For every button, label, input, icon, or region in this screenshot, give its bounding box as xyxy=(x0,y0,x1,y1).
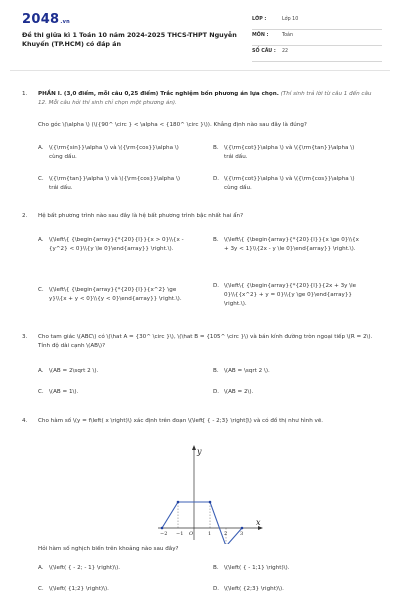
question-stem: Cho hàm số \(y = f\left( x \right)\) xác định trên đoạn \(\left[ { - 2;3} \right]\) và có đồ thị như hình vẽ. xyxy=(38,418,324,424)
option-text: \({\rm{tan}}\alpha \) và \({\rm{cos}}\alpha \) trái dấu. xyxy=(49,176,181,191)
option-label: B. xyxy=(213,565,219,571)
curve-points xyxy=(161,501,244,544)
question-number: 1. xyxy=(22,91,28,97)
option-text: \({\rm{sin}}\alpha \) và \({\rm{cos}}\alpha \) cùng dấu. xyxy=(49,145,179,160)
document-title: Đề thi giữa kì 1 Toán 10 năm 2024-2025 THCS-THPT Nguyễn Khuyến (TP.HCM) có đáp án xyxy=(22,31,237,48)
section-intro xyxy=(38,90,382,108)
option-label: A. xyxy=(38,237,44,243)
function-curve xyxy=(162,502,242,544)
curve-point xyxy=(161,527,164,530)
x-tick-label: 2 xyxy=(224,531,228,537)
option-text: \(AB = 1\). xyxy=(49,389,79,395)
question-number: 3. xyxy=(22,334,28,340)
option-label: B. xyxy=(213,237,219,243)
option-text: \({\rm{cot}}\alpha \) và \({\rm{cos}}\alpha \) cùng dấu. xyxy=(224,176,355,191)
x-tick-label: 1 xyxy=(208,531,212,537)
section-heading: PHẦN I. (3,0 điểm, mỗi câu 0,25 điểm) Trắc nghiệm bốn phương án lựa chọn. xyxy=(38,91,279,97)
option-text: \(AB = 2\). xyxy=(224,389,254,395)
info-row-subject xyxy=(252,30,382,46)
info-label: SỐ CÂU : xyxy=(252,49,276,54)
curve-point xyxy=(209,501,212,504)
info-value: Lớp 10 xyxy=(282,17,299,22)
x-tick-label: −1 xyxy=(176,531,184,537)
info-row-class xyxy=(252,14,382,30)
option-text: \(AB = \sqrt 2 \). xyxy=(224,368,270,374)
question-stem: Cho góc \(\alpha \) (\({90^ \circ } < \alpha < {180^ \circ }\)). Khẳng định nào sau đây là đúng? xyxy=(38,122,307,128)
option-text: \(\left( { - 2; - 1} \right)\). xyxy=(49,565,121,571)
option-label: C. xyxy=(38,287,44,293)
option-label: B. xyxy=(213,368,219,374)
question-text: Hỏi hàm số nghịch biến trên khoảng nào sau đây? xyxy=(38,546,179,552)
header-divider xyxy=(10,70,390,71)
origin-label: O xyxy=(189,531,194,537)
x-tick-label: −2 xyxy=(160,531,168,537)
option-text: \(\left( { - 1;1} \right)\). xyxy=(224,565,290,571)
site-logo[interactable]: 2048.vn xyxy=(22,12,71,27)
option-text: \({\rm{cot}}\alpha \) và \({\rm{tan}}\alpha \) trái dấu. xyxy=(224,145,355,160)
option-text: \(\left\{ {\begin{array}{*{20}{l}}{x > 0}\\{x - {y^2} < 0}\\{y \le 0}\end{array}} \right.\). xyxy=(49,237,184,252)
y-axis-label: y xyxy=(197,447,202,456)
x-tick-label: 3 xyxy=(240,531,244,537)
question-number: 4. xyxy=(22,418,28,424)
question-stem: Cho tam giác \(ABC\) có \(\hat A = {30^ \circ }\), \(\hat B = {105^ \circ }\) và bán kính đường tròn ngoại tiếp \(R = 2\). Tính độ dài cạnh \(AB\)? xyxy=(38,334,373,349)
question-stem: Hệ bất phương trình nào sau đây là hệ bất phương trình bậc nhất hai ẩn? xyxy=(38,213,244,219)
section-instructions: (Thí sinh trả lời từ câu 1 đến câu 12. Mỗi câu hỏi thí sinh chỉ chọn một phương án). xyxy=(38,91,372,106)
option-label: A. xyxy=(38,145,44,151)
info-label: LỚP : xyxy=(252,17,267,22)
option-label: D. xyxy=(213,176,220,182)
option-label: A. xyxy=(38,368,44,374)
option-text: \(AB = 2\sqrt 2 \). xyxy=(49,368,99,374)
curve-point xyxy=(241,527,244,530)
document-header xyxy=(0,0,400,62)
info-row-question-count xyxy=(252,46,382,62)
info-label: MÔN : xyxy=(252,33,269,38)
info-value: 22 xyxy=(282,49,289,54)
option-label: D. xyxy=(213,389,220,395)
option-text: \(\left\{ {\begin{array}{*{20}{l}}{2x + 3y \le 0}\\{{x^2} + y = 0}\\{y \ge 0}\end{array}} \right.\). xyxy=(224,283,357,307)
question-number: 2. xyxy=(22,213,28,219)
y-axis-arrow xyxy=(192,445,196,450)
option-text: \(\left\{ {\begin{array}{*{20}{l}}{x \ge 0}\\{x + 3y < 1}\\{2x - y \le 0}\end{array}} \right.\). xyxy=(224,237,359,252)
option-label: A. xyxy=(38,565,44,571)
curve-point xyxy=(177,501,180,504)
x-axis-label: x xyxy=(256,518,261,527)
x-tick-labels xyxy=(160,531,243,537)
option-text: \(\left( {2;3} \right)\). xyxy=(224,586,284,592)
graph-dashed-guides xyxy=(178,502,226,544)
option-text: \(\left( {1;2} \right)\). xyxy=(49,586,109,592)
info-value: Toán xyxy=(282,33,294,38)
option-label: D. xyxy=(213,283,220,289)
option-text: \(\left\{ {\begin{array}{*{20}{l}}{x^2} \ge y}\\{x + y < 0}\\{y < 0}\end{array}} \right.\). xyxy=(49,287,182,302)
option-label: B. xyxy=(213,145,219,151)
option-label: C. xyxy=(38,389,44,395)
option-label: D. xyxy=(213,586,220,592)
option-label: C. xyxy=(38,586,44,592)
option-label: C. xyxy=(38,176,44,182)
exam-info-table xyxy=(252,14,382,62)
function-graph xyxy=(148,444,268,544)
